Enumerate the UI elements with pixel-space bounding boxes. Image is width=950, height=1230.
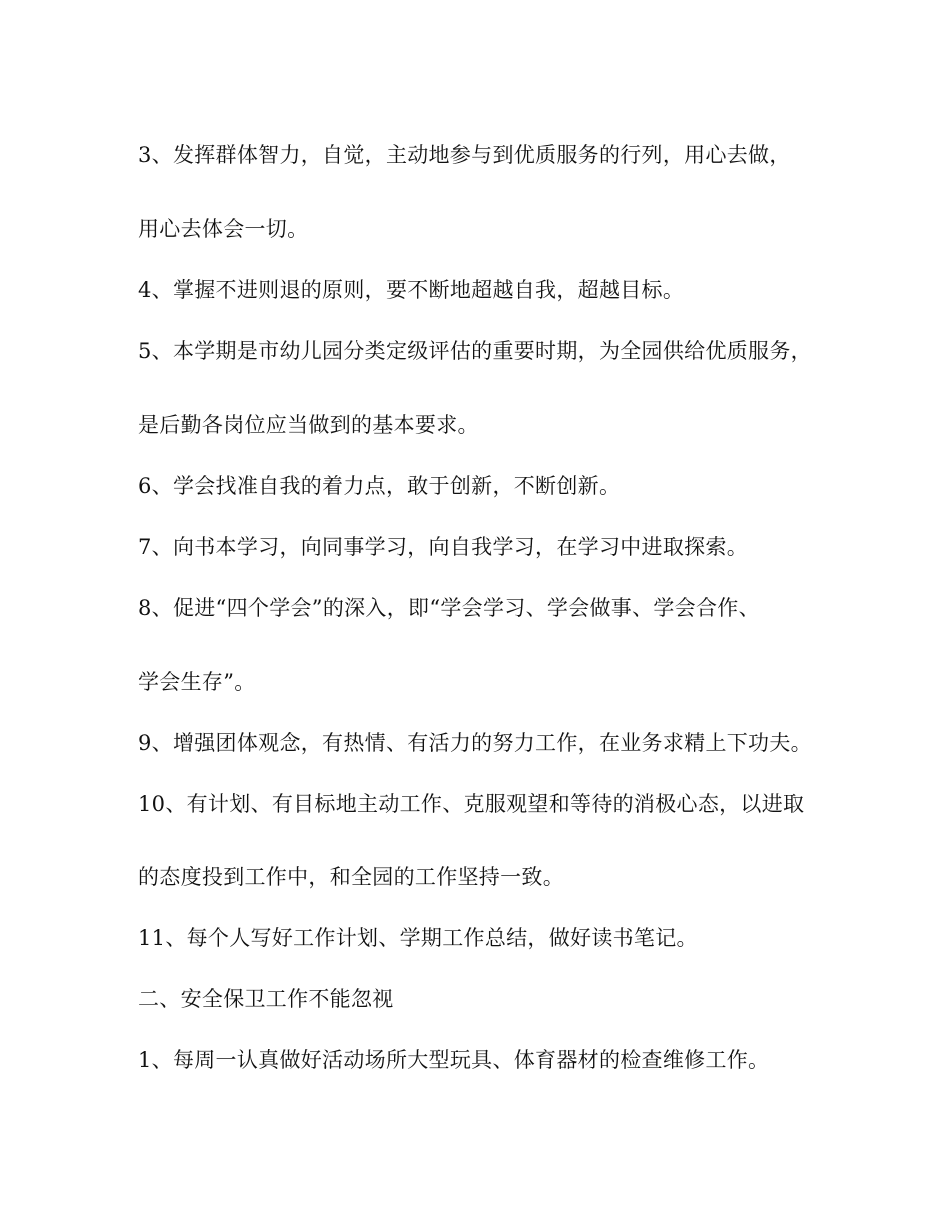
text-line-safety-item-1: 1、每周一认真做好活动场所大型玩具、体育器材的检查维修工作。 [138, 1048, 770, 1072]
text-line-item-3: 3、发挥群体智力，自觉，主动地参与到优质服务的行列，用心去做， [138, 143, 791, 167]
text-line-item-6: 6、学会找准自我的着力点，敢于创新，不断创新。 [138, 474, 621, 498]
text-line-item-7: 7、向书本学习，向同事学习，向自我学习，在学习中进取探索。 [138, 535, 749, 559]
text-line-item-8-cont: 学会生存”。 [138, 670, 256, 694]
text-line-item-5-cont: 是后勤各岗位应当做到的基本要求。 [138, 413, 479, 437]
text-line-item-4: 4、掌握不进则退的原则，要不断地超越自我，超越目标。 [138, 278, 685, 302]
text-line-item-10-cont: 的态度投到工作中，和全园的工作坚持一致。 [138, 865, 564, 889]
text-line-item-5: 5、本学期是市幼儿园分类定级评估的重要时期，为全园供给优质服务， [138, 339, 812, 363]
text-line-item-8: 8、促进“四个学会”的深入，即“学会学习、学会做事、学会合作、 [138, 596, 760, 620]
section-heading-safety: 二、安全保卫工作不能忽视 [138, 987, 394, 1011]
text-line-item-11: 11、每个人写好工作计划、学期工作总结，做好读书笔记。 [138, 926, 698, 950]
text-line-item-10: 10、有计划、有目标地主动工作、克服观望和等待的消极心态，以进取 [138, 792, 805, 816]
text-line-item-9: 9、增强团体观念，有热情、有活力的努力工作，在业务求精上下功夫。 [138, 731, 812, 755]
text-line-item-3-cont: 用心去体会一切。 [138, 217, 309, 241]
